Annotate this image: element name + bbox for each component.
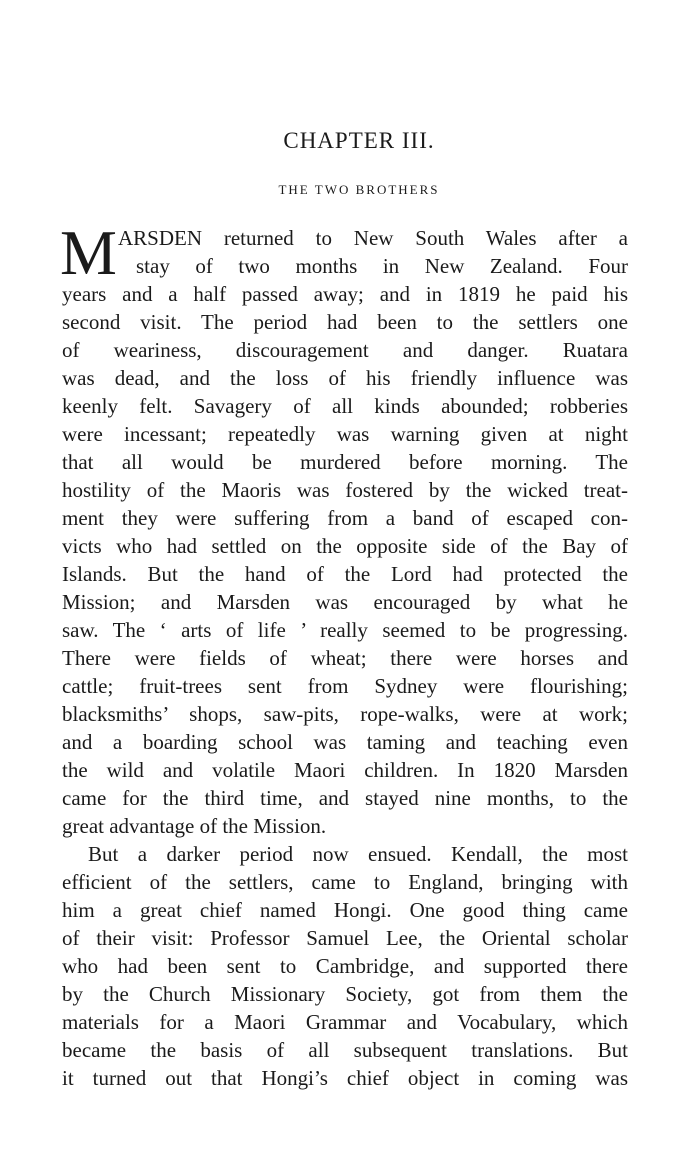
text-line: him a great chief named Hongi. One good thing came xyxy=(62,898,628,922)
text-line: There were fields of wheat; there were horses and xyxy=(62,646,628,670)
text-line: of weariness, discouragement and danger. Ruatara xyxy=(62,338,628,362)
text-line: was dead, and the loss of his friendly influence was xyxy=(62,366,628,390)
text-line: of their visit: Professor Samuel Lee, the Oriental scholar xyxy=(62,926,628,950)
text-line: hostility of the Maoris was fostered by the wicked treat- xyxy=(62,478,628,502)
text-line: keenly felt. Savagery of all kinds abounded; robberies xyxy=(62,394,628,418)
chapter-subtitle: THE TWO BROTHERS xyxy=(278,182,440,197)
text-line: cattle; fruit-trees sent from Sydney were flourishing; xyxy=(62,674,628,698)
text-line: saw. The ‘ arts of life ’ really seemed to be progressing. xyxy=(62,618,628,642)
text-line: ARSDEN returned to New South Wales after a xyxy=(118,226,628,250)
text-line: But a darker period now ensued. Kendall, the most xyxy=(88,842,628,866)
text-line: by the Church Missionary Society, got from them the xyxy=(62,982,628,1006)
text-line: years and a half passed away; and in 1819 he paid his xyxy=(62,282,628,306)
text-line: came for the third time, and stayed nine months, to the xyxy=(62,786,628,810)
chapter-title: CHAPTER III. xyxy=(283,128,435,153)
text-line: victs who had settled on the opposite side of the Bay of xyxy=(62,534,628,558)
text-line: blacksmiths’ shops, saw-pits, rope-walks, were at work; xyxy=(62,702,628,726)
text-line: Mission; and Marsden was encouraged by what he xyxy=(62,590,628,614)
text-line: it turned out that Hongi’s chief object in coming was xyxy=(62,1066,628,1090)
text-line: the wild and volatile Maori children. In 1820 Marsden xyxy=(62,758,628,782)
text-line: that all would be murdered before morning. The xyxy=(62,450,628,474)
text-line: and a boarding school was taming and teaching even xyxy=(62,730,628,754)
text-line: became the basis of all subsequent translations. But xyxy=(62,1038,628,1062)
text-line: great advantage of the Mission. xyxy=(62,814,327,838)
text-line: second visit. The period had been to the settlers one xyxy=(62,310,628,334)
text-line: stay of two months in New Zealand. Four xyxy=(136,254,628,278)
text-line: who had been sent to Cambridge, and supported there xyxy=(62,954,628,978)
text-line: were incessant; repeatedly was warning given at night xyxy=(62,422,628,446)
text-line: ment they were suffering from a band of escaped con- xyxy=(62,506,628,530)
text-line: materials for a Maori Grammar and Vocabulary, which xyxy=(62,1010,628,1034)
text-line: Islands. But the hand of the Lord had protected the xyxy=(62,562,628,586)
drop-cap: M xyxy=(60,217,117,288)
text-line: efficient of the settlers, came to England, bringing with xyxy=(62,870,628,894)
